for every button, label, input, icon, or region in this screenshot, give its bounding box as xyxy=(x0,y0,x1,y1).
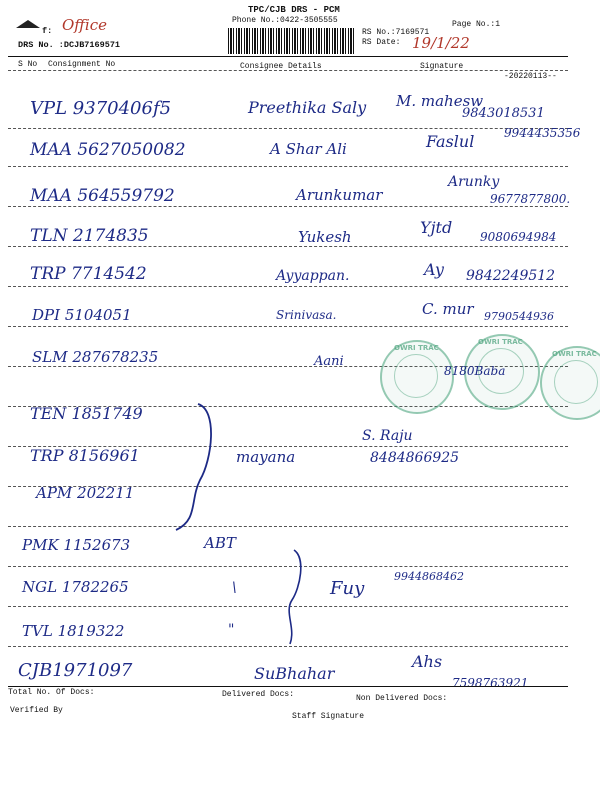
row-11-consignee: ABT xyxy=(204,534,236,552)
row-13-consignee: " xyxy=(228,622,235,638)
col-consignment: Consignment No xyxy=(48,60,116,69)
row-9-phone: 8484866925 xyxy=(370,450,460,466)
office-mark: f: xyxy=(42,26,53,36)
row-5-phone: 9842249512 xyxy=(466,268,556,284)
grouping-brace xyxy=(168,400,218,544)
barcode xyxy=(228,28,356,54)
total-docs-label: Total No. Of Docs: xyxy=(8,688,95,697)
phone-number: Phone No.:0422-3505555 xyxy=(232,16,338,25)
row-7-phone: 8180Baba xyxy=(444,364,506,378)
row-2-consignee: A Shar Ali xyxy=(270,140,347,158)
row-14-consignment: CJB1971097 xyxy=(18,660,133,681)
row-3-phone: 9677877800. xyxy=(490,192,571,206)
row-2-phone: 9944435356 xyxy=(504,126,581,140)
non-delivered-docs-label: Non Delivered Docs: xyxy=(356,694,448,703)
row-10-consignment: APM 202211 xyxy=(36,484,135,502)
col-signature: Signature xyxy=(420,62,464,71)
courier-logo-mark xyxy=(16,14,40,24)
green-stamp-left-inner xyxy=(394,354,438,398)
row-11-consignment: PMK 1152673 xyxy=(22,536,131,554)
rs-date-value: 19/1/22 xyxy=(412,34,470,52)
rs-date-label: RS Date: xyxy=(362,38,401,47)
row-3-consignment: MAA 564559792 xyxy=(30,186,175,206)
row-8-consignment: TEN 1851749 xyxy=(30,404,143,423)
stamp-text-right: OWRI TRAC xyxy=(552,350,597,358)
row-12-signature: Fuy xyxy=(330,578,365,599)
row-9-signature: S. Raju xyxy=(362,428,413,444)
row-4-phone: 9080694984 xyxy=(480,230,557,244)
office-handwritten: Office xyxy=(62,16,107,34)
row-6-phone: 9790544936 xyxy=(484,310,554,323)
row-14-consignee: SuBhahar xyxy=(254,664,335,683)
row-6-signature: C. mur xyxy=(422,300,474,318)
verified-by-label: Verified By xyxy=(10,706,63,715)
page-number: Page No.:1 xyxy=(452,20,501,29)
staff-signature-label: Staff Signature xyxy=(292,712,365,721)
row-12-consignment: NGL 1782265 xyxy=(22,578,129,596)
row-1-consignment: VPL 9370406f5 xyxy=(30,98,172,119)
row-9-consignee: mayana xyxy=(236,448,296,466)
drs-number: DRS No. :DCJB7169571 xyxy=(18,40,121,50)
row-1-signature: M. mahesw xyxy=(396,92,484,110)
row-7-consignee: Aani xyxy=(314,354,344,369)
row-9-consignment: TRP 8156961 xyxy=(30,446,140,465)
row-6-consignment: DPI 5104051 xyxy=(32,306,132,324)
row-6-consignee: Srinivasa. xyxy=(276,308,337,322)
col-consignee: Consignee Details xyxy=(240,62,322,71)
row-1-phone: 9843018531 xyxy=(462,106,545,121)
row-1-consignee: Preethika Saly xyxy=(248,98,367,117)
row-14-phone: 7598763921 xyxy=(452,676,529,690)
report-title: TPC/CJB DRS - PCM xyxy=(248,5,340,15)
row-14-signature: Ahs xyxy=(412,652,443,671)
stamp-text-left: OWRI TRAC xyxy=(394,344,439,352)
col-s-no: S No xyxy=(18,60,38,69)
row-4-consignee: Yukesh xyxy=(298,228,352,246)
logo-icon xyxy=(16,19,40,29)
row-12-consignee: \ xyxy=(232,580,237,596)
grouping-brace-2 xyxy=(280,548,320,652)
row-5-signature: Ay xyxy=(424,260,444,279)
rs-number: RS No.:7169571 xyxy=(362,28,430,37)
row-4-consignment: TLN 2174835 xyxy=(30,226,149,246)
row-5-consignment: TRP 7714542 xyxy=(30,264,147,284)
row-2-signature: Faslul xyxy=(426,132,475,151)
date-code: -20220113-- xyxy=(504,72,557,81)
row-3-consignee: Arunkumar xyxy=(296,186,383,204)
row-4-signature: Yjtd xyxy=(420,218,453,237)
row-2-consignment: MAA 5627050082 xyxy=(30,140,186,160)
delivered-docs-label: Delivered Docs: xyxy=(222,690,295,699)
row-5-consignee: Ayyappan. xyxy=(276,268,350,284)
row-12-phone: 9944868462 xyxy=(394,570,464,583)
row-13-consignment: TVL 1819322 xyxy=(22,622,125,640)
row-3-signature: Arunky xyxy=(448,174,500,190)
row-7-consignment: SLM 287678235 xyxy=(32,348,159,366)
green-stamp-right-inner xyxy=(554,360,598,404)
stamp-text-middle: OWRI TRAC xyxy=(478,338,523,346)
